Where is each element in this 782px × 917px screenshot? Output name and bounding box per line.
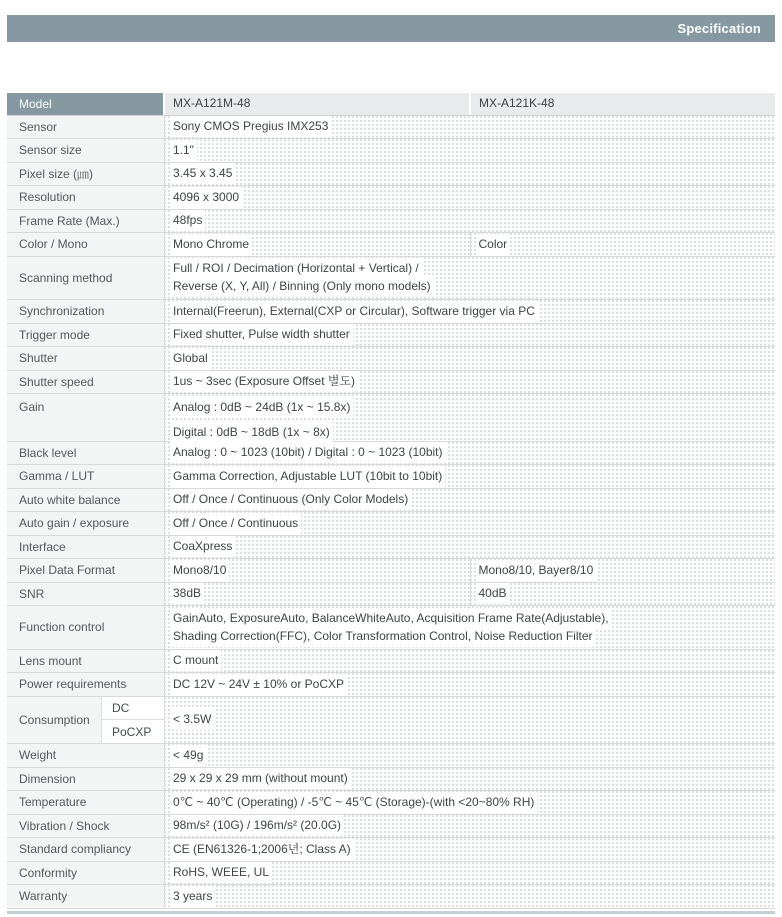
- row-label-text: Lens mount: [19, 653, 82, 668]
- row-value-text: 38dB: [173, 586, 202, 601]
- row-value: [165, 862, 775, 885]
- spec-row-conformity: [7, 862, 775, 886]
- row-label-text: Function control: [19, 620, 105, 635]
- consumption-sublabel: [102, 697, 164, 720]
- row-value: [165, 465, 775, 488]
- row-label-text: Shutter speed: [19, 374, 94, 389]
- spec-row-color-mono: [7, 233, 775, 257]
- row-label-text: Vibration / Shock: [19, 818, 110, 833]
- row-value-line: Shading Correction(FFC), Color Transformation Control, Noise Reduction Filter: [173, 628, 593, 643]
- spec-table: [7, 93, 775, 909]
- row-label-text: Power requirements: [19, 677, 127, 692]
- row-label: [7, 673, 165, 696]
- row-value: [165, 139, 775, 162]
- row-value-text: Color: [478, 236, 508, 251]
- row-value: [165, 697, 775, 744]
- row-label-text: Pixel size (㎛): [19, 167, 94, 182]
- row-value: [470, 583, 776, 606]
- row-label: [7, 744, 165, 767]
- spec-row-shutter: [7, 347, 775, 371]
- row-label: [7, 697, 102, 744]
- row-label: [7, 324, 165, 347]
- spec-table-header-row: [7, 93, 775, 116]
- consumption-sublabel-text: DC: [112, 700, 130, 715]
- spec-row-function-control: [7, 606, 775, 650]
- row-label-text: Gain: [19, 400, 45, 414]
- row-value: [165, 768, 775, 791]
- row-label-text: Sensor: [19, 119, 58, 134]
- row-label-text: Frame Rate (Max.): [19, 213, 120, 228]
- row-value: [165, 442, 775, 465]
- row-label: [7, 139, 165, 162]
- row-value-text: < 49g: [173, 747, 204, 762]
- row-value-line: Full / ROI / Decimation (Horizontal + Vertical) /: [173, 261, 419, 276]
- row-value: [165, 394, 775, 441]
- spec-row-sensor: [7, 116, 775, 140]
- spec-row-standard-compliancy: [7, 838, 775, 862]
- row-value: [165, 512, 775, 535]
- spec-row-synchronization: [7, 300, 775, 324]
- row-label-text: Temperature: [19, 795, 87, 810]
- row-value-text: 98m/s² (10G) / 196m/s² (20.0G): [173, 818, 342, 833]
- spec-row-pixel-size: [7, 163, 775, 187]
- row-label-text: Consumption: [19, 712, 90, 727]
- row-label: [7, 885, 165, 908]
- model-header-label-cell: [7, 93, 165, 115]
- row-value: [165, 536, 775, 559]
- spec-row-gain: [7, 394, 775, 442]
- row-value: [165, 606, 775, 649]
- row-value: [165, 744, 775, 767]
- row-label: [7, 465, 165, 488]
- row-label: [7, 186, 165, 209]
- row-label: [7, 489, 165, 512]
- model-b-cell: [469, 93, 775, 115]
- row-value-text: RoHS, WEEE, UL: [173, 865, 270, 880]
- row-label-text: Dimension: [19, 771, 76, 786]
- row-value: [165, 559, 470, 582]
- row-label-text: Interface: [19, 539, 66, 554]
- row-label: [7, 210, 165, 233]
- spec-row-weight: [7, 744, 775, 768]
- row-label-text: Weight: [19, 748, 57, 763]
- row-label-text: Pixel Data Format: [19, 563, 116, 578]
- row-label-text: SNR: [19, 586, 45, 601]
- row-value-text: DC 12V ~ 24V ± 10% or PoCXP: [173, 676, 345, 691]
- row-label: [7, 606, 165, 649]
- row-value-line: Digital : 0dB ~ 18dB (1x ~ 8x): [173, 425, 330, 439]
- row-label-text: Auto gain / exposure: [19, 516, 130, 531]
- row-value-text: C mount: [173, 653, 219, 668]
- spec-row-frame-rate-max: [7, 210, 775, 234]
- row-label: [7, 347, 165, 370]
- row-label-text: Gamma / LUT: [19, 469, 95, 484]
- row-value-text: Mono Chrome: [173, 236, 250, 251]
- row-label: [7, 559, 165, 582]
- row-value-text: Mono8/10, Bayer8/10: [478, 562, 594, 577]
- spec-row-vibration-shock: [7, 815, 775, 839]
- row-value: [165, 163, 775, 186]
- row-label-text: Conformity: [19, 865, 78, 880]
- row-value-text: 40dB: [478, 586, 507, 601]
- spec-row-scanning-method: [7, 257, 775, 301]
- row-value: [165, 791, 775, 814]
- row-label-text: Synchronization: [19, 304, 105, 319]
- row-label: [7, 394, 165, 441]
- spec-row-gamma-lut: [7, 465, 775, 489]
- spec-row-trigger-mode: [7, 324, 775, 348]
- row-label-text: Resolution: [19, 190, 76, 205]
- row-value: [165, 347, 775, 370]
- row-label: [7, 650, 165, 673]
- model-a-text: MX-A121M-48: [173, 96, 251, 111]
- spec-row-sensor-size: [7, 139, 775, 163]
- bottom-accent-bar: [7, 911, 775, 914]
- spec-row-power-requirements: [7, 673, 775, 697]
- row-label: [7, 536, 165, 559]
- row-value-text: Sony CMOS Pregius IMX253: [173, 119, 329, 134]
- row-value-text: Internal(Freerun), External(CXP or Circular), Software trigger via PC: [173, 303, 535, 318]
- row-value: [165, 650, 775, 673]
- row-value: [165, 371, 775, 394]
- row-label: [7, 116, 165, 139]
- row-value-text: Gamma Correction, Adjustable LUT (10bit to 10bit): [173, 468, 443, 483]
- spec-row-interface: [7, 536, 775, 560]
- row-label: [7, 371, 165, 394]
- row-label-text: Black level: [19, 445, 77, 460]
- row-value-text: 3.45 x 3.45: [173, 166, 233, 181]
- spec-row-snr: [7, 583, 775, 607]
- row-value: [470, 559, 776, 582]
- row-label-text: Standard compliancy: [19, 842, 132, 857]
- row-value: [165, 233, 470, 256]
- row-value-line: GainAuto, ExposureAuto, BalanceWhiteAuto, Acquisition Frame Rate(Adjustable),: [173, 610, 609, 625]
- spec-row-lens-mount: [7, 650, 775, 674]
- row-value: [165, 815, 775, 838]
- row-value-text: 48fps: [173, 213, 203, 228]
- row-value-line: Analog : 0dB ~ 24dB (1x ~ 15.8x): [173, 400, 351, 414]
- row-value-text: 0℃ ~ 40℃ (Operating) / -5℃ ~ 45℃ (Storage)-(with <20~80% RH): [173, 794, 535, 809]
- row-label-text: Warranty: [19, 889, 68, 904]
- row-label: [7, 257, 165, 300]
- section-title: Specification: [677, 21, 761, 36]
- row-label: [7, 300, 165, 323]
- model-b-text: MX-A121K-48: [479, 96, 555, 111]
- row-value: [165, 583, 470, 606]
- row-value: [470, 233, 776, 256]
- spec-table-rows: [7, 116, 775, 909]
- row-value: [165, 210, 775, 233]
- row-value-text: Fixed shutter, Pulse width shutter: [173, 327, 350, 342]
- row-value-text: 3 years: [173, 888, 213, 903]
- row-value-text: 29 x 29 x 29 mm (without mount): [173, 771, 348, 786]
- row-label: [7, 442, 165, 465]
- row-value: [165, 673, 775, 696]
- spec-row-temperature: [7, 791, 775, 815]
- spec-row-auto-gain-exposure: [7, 512, 775, 536]
- row-label-text: Sensor size: [19, 143, 82, 158]
- row-label: [7, 583, 165, 606]
- row-value: [165, 324, 775, 347]
- consumption-sublabel: [102, 719, 164, 743]
- row-value-text: Off / Once / Continuous (Only Color Models): [173, 492, 409, 507]
- spec-row-black-level: [7, 442, 775, 466]
- model-header-label-text: Model: [19, 96, 52, 111]
- row-label: [7, 862, 165, 885]
- spec-row-warranty: [7, 885, 775, 909]
- row-label-text: Shutter: [19, 351, 58, 366]
- row-label-text: Color / Mono: [19, 237, 88, 252]
- row-value-text: Mono8/10: [173, 562, 227, 577]
- row-value: [165, 885, 775, 908]
- spec-row-auto-white-balance: [7, 489, 775, 513]
- row-label: [7, 815, 165, 838]
- row-value: [165, 300, 775, 323]
- row-value-text: Off / Once / Continuous: [173, 515, 299, 530]
- row-label-text: Scanning method: [19, 270, 113, 285]
- row-value: [165, 838, 775, 861]
- row-value-text: < 3.5W: [173, 712, 212, 727]
- spec-row-consumption: [7, 697, 775, 745]
- row-value-line: Reverse (X, Y, All) / Binning (Only mono models): [173, 279, 431, 294]
- row-label-text: Trigger mode: [19, 327, 90, 342]
- spec-row-dimension: [7, 768, 775, 792]
- row-label: [7, 163, 165, 186]
- consumption-sublabel-text: PoCXP: [112, 724, 152, 739]
- consumption-subcolumn: [102, 697, 165, 744]
- row-label: [7, 791, 165, 814]
- row-value-text: CoaXpress: [173, 539, 233, 554]
- row-value-text: Analog : 0 ~ 1023 (10bit) / Digital : 0 ~ 1023 (10bit): [173, 445, 443, 460]
- spec-row-shutter-speed: [7, 371, 775, 395]
- row-value-text: 1.1": [173, 142, 194, 157]
- section-header-bar: [7, 15, 775, 42]
- row-value-text: Global: [173, 350, 208, 365]
- row-label: [7, 838, 165, 861]
- row-label: [7, 768, 165, 791]
- row-value-text: 1us ~ 3sec (Exposure Offset 별도): [173, 374, 356, 389]
- model-a-cell: [165, 93, 469, 115]
- row-value-text: 4096 x 3000: [173, 189, 240, 204]
- row-label: [7, 512, 165, 535]
- spec-row-resolution: [7, 186, 775, 210]
- row-value-text: CE (EN61326-1;2006년; Class A): [173, 841, 351, 856]
- row-value: [165, 186, 775, 209]
- row-label: [7, 233, 165, 256]
- row-value: [165, 489, 775, 512]
- spec-row-pixel-data-format: [7, 559, 775, 583]
- row-label-text: Auto white balance: [19, 492, 121, 507]
- row-value: [165, 116, 775, 139]
- row-value: [165, 257, 775, 300]
